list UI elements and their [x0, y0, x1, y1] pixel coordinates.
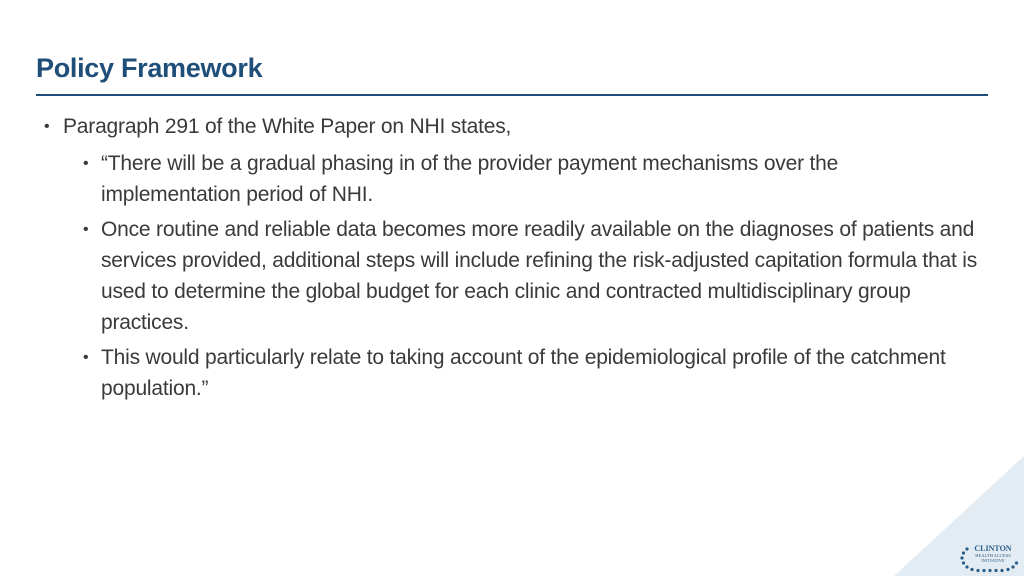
bullet-icon: •: [83, 155, 89, 172]
slide-body: [36, 113, 981, 408]
bullet-icon: •: [83, 221, 89, 238]
logo-line-1: CLINTON: [974, 544, 1012, 553]
sub-bullet-text: This would particularly relate to taking account of the epidemiological profile of the catchment population.”: [101, 346, 946, 400]
sub-bullet-text: Once routine and reliable data becomes more readily available on the diagnoses of patients and services provided, additional steps will include refining the risk-adjusted capitation formula that is used to determine the global budget for each clinic and contracted multidisciplinary group practices.: [101, 218, 978, 334]
sub-bullet-2: [83, 214, 981, 338]
bullet-icon: •: [83, 349, 89, 366]
title-divider: [36, 94, 988, 96]
logo-line-3: INITIATIVE: [981, 558, 1005, 563]
bullet-icon: •: [44, 118, 50, 135]
sub-bullet-1: [83, 148, 981, 210]
bullet-main: [36, 113, 981, 141]
sub-bullet-text: “There will be a gradual phasing in of the provider payment mechanisms over the implementation period of NHI.: [101, 152, 839, 206]
chai-logo: [957, 537, 1021, 573]
sub-bullet-3: [83, 342, 981, 404]
logo-line-2: HEALTH ACCESS: [975, 553, 1011, 558]
slide-title: Policy Framework: [36, 53, 263, 83]
bullet-main-text: Paragraph 291 of the White Paper on NHI states,: [63, 115, 512, 138]
